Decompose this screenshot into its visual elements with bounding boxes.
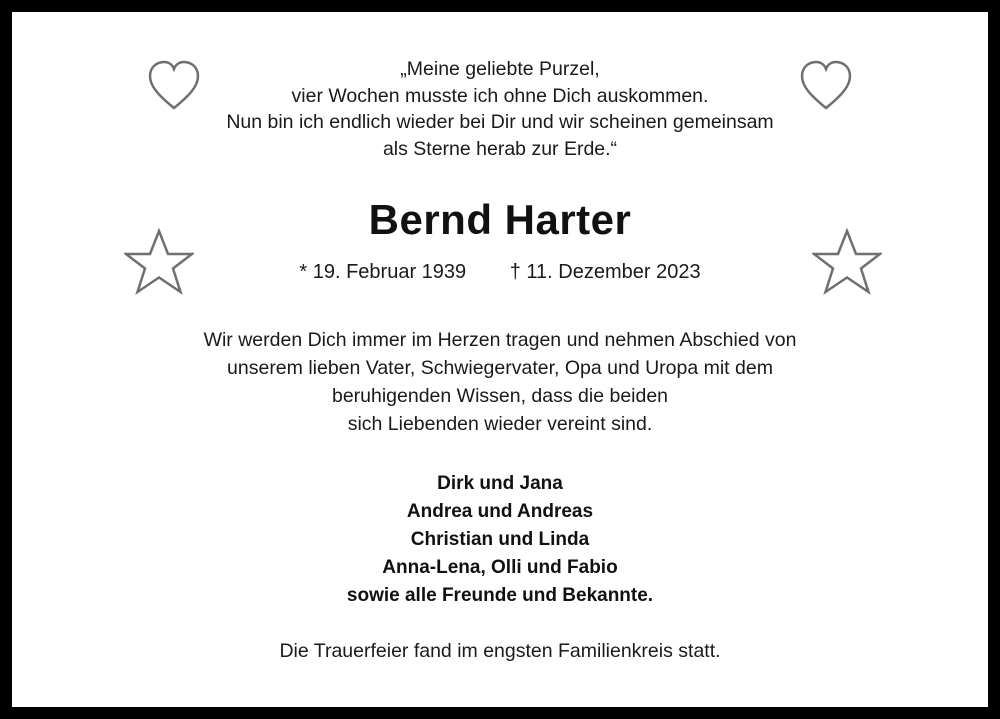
message-line: unserem lieben Vater, Schwiegervater, Opa und Uropa mit dem	[227, 357, 773, 379]
quote-line: Nun bin ich endlich wieder bei Dir und wir scheinen gemeinsam	[226, 111, 774, 133]
quote-line: „Meine geliebte Purzel,	[400, 58, 600, 80]
quote-line: als Sterne herab zur Erde.“	[382, 137, 618, 160]
funeral-notice: Die Trauerfeier fand im engsten Familienkreis statt.	[279, 640, 721, 662]
obituary-content	[12, 12, 988, 663]
family-line: Anna-Lena, Olli und Fabio	[382, 557, 618, 578]
obituary-card	[12, 12, 988, 707]
family-line: Andrea und Andreas	[406, 501, 594, 522]
family-line: Dirk und Jana	[437, 473, 563, 494]
message-block	[12, 326, 988, 438]
message-line: Wir werden Dich immer im Herzen tragen und nehmen Abschied von	[203, 329, 797, 351]
quote-line: vier Wochen musste ich ohne Dich auskommen.	[291, 84, 709, 107]
life-dates	[12, 261, 988, 284]
family-block	[12, 470, 988, 610]
family-line: sowie alle Freunde und Bekannte.	[346, 585, 654, 606]
message-line: sich Liebenden wieder vereint sind.	[347, 413, 653, 435]
message-line: beruhigenden Wissen, dass die beiden	[331, 385, 669, 407]
family-line: Christian und Linda	[410, 529, 590, 550]
deceased-name: Bernd Harter	[368, 196, 632, 243]
quote-block	[12, 56, 988, 162]
birth-date: * 19. Februar 1939	[299, 261, 467, 283]
death-date: † 11. Dezember 2023	[509, 261, 701, 283]
